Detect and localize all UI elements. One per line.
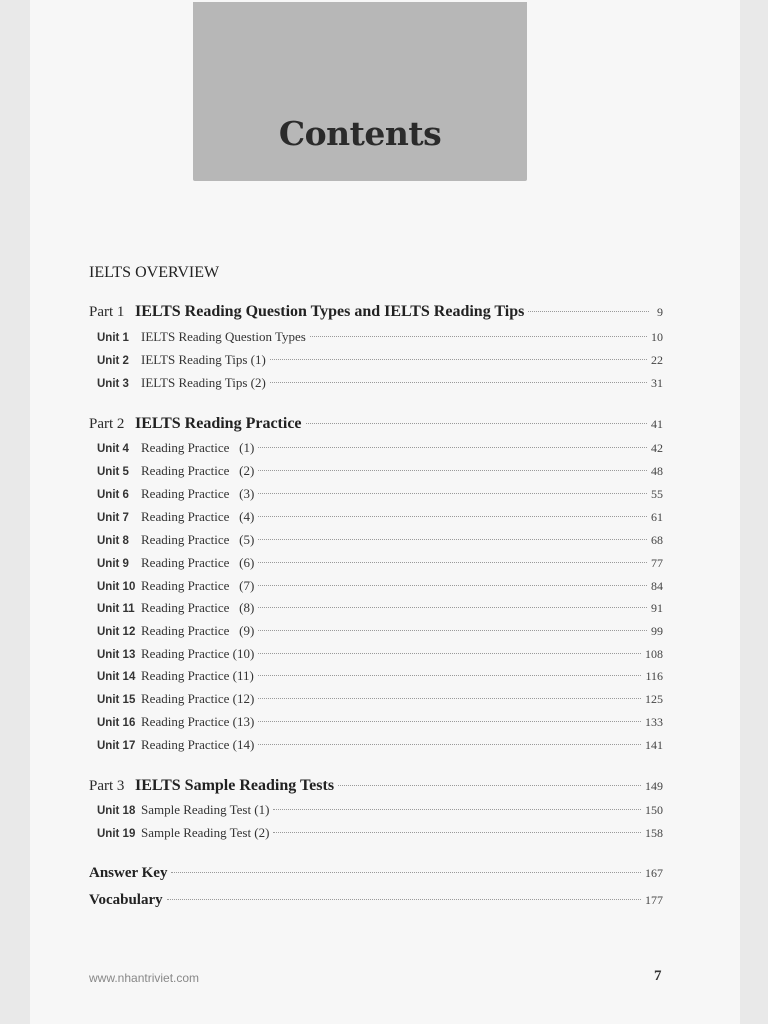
entry-title: Reading Practice (3) [141, 486, 255, 501]
dot-leader [258, 585, 647, 586]
unit-number: Unit 11 [97, 603, 135, 615]
toc-unit-row [89, 802, 663, 822]
page-number: 9 [657, 305, 663, 319]
page-number: 41 [651, 417, 663, 431]
unit-number: Unit 2 [97, 355, 129, 367]
entry-title: IELTS Reading Question Types [141, 329, 306, 344]
entry-title: IELTS Sample Reading Tests [135, 777, 335, 794]
page-number: 42 [651, 441, 663, 455]
toc-unit-row [89, 352, 663, 372]
toc-unit-row [89, 375, 663, 395]
entry-title: Reading Practice (14) [141, 737, 255, 752]
footer-url: www.nhantriviet.com [89, 971, 200, 985]
dot-leader [306, 423, 647, 424]
toc-unit-row [89, 646, 663, 666]
dot-leader [338, 785, 641, 786]
dot-leader [258, 516, 647, 517]
entry-title: Vocabulary [89, 892, 163, 908]
unit-number: Unit 15 [97, 694, 136, 706]
page-number: 91 [651, 601, 663, 615]
toc-unit-row [89, 509, 663, 529]
contents-header-box [193, 2, 527, 181]
entry-title: Reading Practice (7) [141, 578, 255, 593]
unit-number: Unit 16 [97, 717, 136, 729]
page-number: 108 [645, 647, 663, 661]
page-number: 22 [651, 353, 663, 367]
toc-unit-row [89, 329, 663, 349]
unit-number: Unit 1 [97, 332, 129, 344]
page-number: 61 [651, 510, 663, 524]
page-number: 84 [651, 579, 663, 593]
toc-part-row [89, 303, 663, 323]
unit-number: Unit 5 [97, 466, 129, 478]
dot-leader [258, 630, 647, 631]
dot-leader [258, 744, 641, 745]
toc-unit-row [89, 486, 663, 506]
unit-number: Unit 14 [97, 671, 136, 683]
page-number: 177 [645, 893, 663, 907]
dot-leader [258, 562, 647, 563]
page-number: 55 [651, 487, 663, 501]
page-number: 167 [645, 866, 663, 880]
page-title: Contents [278, 114, 442, 153]
dot-leader [270, 382, 647, 383]
page-number: 116 [645, 669, 663, 683]
toc-unit-row [89, 440, 663, 460]
page-number: 68 [651, 533, 663, 547]
unit-number: Unit 9 [97, 558, 129, 570]
unit-number: Unit 7 [97, 512, 129, 524]
dot-leader [171, 872, 641, 873]
toc-unit-row [89, 578, 663, 598]
dot-leader [270, 359, 647, 360]
unit-number: Unit 4 [97, 443, 129, 455]
footer-page-number: 7 [654, 968, 662, 984]
toc-section-row [89, 865, 663, 885]
page-number: 141 [645, 738, 663, 752]
page-number: 149 [645, 779, 663, 793]
page-number: 31 [651, 376, 663, 390]
entry-title: IELTS Reading Question Types and IELTS Reading Tips [135, 303, 525, 320]
toc-unit-row [89, 532, 663, 552]
page-number: 48 [651, 464, 663, 478]
dot-leader [258, 539, 647, 540]
entry-title: Reading Practice (8) [141, 600, 255, 615]
part-number: Part 1 [89, 304, 125, 320]
entry-title: Sample Reading Test (1) [141, 802, 270, 817]
overview-heading: IELTS OVERVIEW [89, 264, 220, 281]
dot-leader [273, 809, 641, 810]
unit-number: Unit 13 [97, 649, 136, 661]
unit-number: Unit 8 [97, 535, 129, 547]
dot-leader [258, 493, 647, 494]
entry-title: IELTS Reading Tips (1) [141, 352, 266, 367]
entry-title: Reading Practice (12) [141, 691, 255, 706]
unit-number: Unit 12 [97, 626, 136, 638]
page-number: 150 [645, 803, 663, 817]
entry-title: IELTS Reading Tips (2) [141, 375, 266, 390]
toc-part-row [89, 415, 663, 435]
entry-title: Answer Key [89, 865, 168, 881]
toc-unit-row [89, 825, 663, 845]
dot-leader [258, 698, 641, 699]
dot-leader [273, 832, 641, 833]
toc-unit-row [89, 555, 663, 575]
dot-leader [258, 675, 642, 676]
dot-leader [258, 721, 641, 722]
entry-title: Reading Practice (4) [141, 509, 255, 524]
page-number: 158 [645, 826, 663, 840]
page-number: 133 [645, 715, 663, 729]
dot-leader [528, 311, 649, 312]
toc-unit-row [89, 600, 663, 620]
entry-title: Reading Practice (13) [141, 714, 255, 729]
entry-title: Reading Practice (11) [141, 668, 254, 683]
entry-title: Reading Practice (10) [141, 646, 255, 661]
dot-leader [167, 899, 641, 900]
toc-section-row [89, 892, 663, 912]
toc-unit-row [89, 714, 663, 734]
entry-title: Reading Practice (9) [141, 623, 255, 638]
dot-leader [258, 607, 647, 608]
dot-leader [310, 336, 647, 337]
page-number: 10 [651, 330, 663, 344]
toc-unit-row [89, 463, 663, 483]
part-number: Part 3 [89, 778, 125, 794]
dot-leader [258, 447, 647, 448]
page-number: 99 [651, 624, 663, 638]
page-number: 125 [645, 692, 663, 706]
entry-title: Reading Practice (2) [141, 463, 255, 478]
part-number: Part 2 [89, 416, 125, 432]
unit-number: Unit 18 [97, 805, 136, 817]
entry-title: Reading Practice (5) [141, 532, 255, 547]
unit-number: Unit 17 [97, 740, 136, 752]
entry-title: Sample Reading Test (2) [141, 825, 270, 840]
unit-number: Unit 19 [97, 828, 136, 840]
dot-leader [258, 653, 641, 654]
page-number: 77 [651, 556, 663, 570]
entry-title: Reading Practice (6) [141, 555, 255, 570]
toc-unit-row [89, 623, 663, 643]
toc-unit-row [89, 737, 663, 757]
entry-title: IELTS Reading Practice [135, 415, 302, 432]
unit-number: Unit 6 [97, 489, 129, 501]
entry-title: Reading Practice (1) [141, 440, 255, 455]
toc-part-row [89, 777, 663, 797]
unit-number: Unit 3 [97, 378, 129, 390]
unit-number: Unit 10 [97, 581, 136, 593]
toc-unit-row [89, 691, 663, 711]
dot-leader [258, 470, 647, 471]
toc-unit-row [89, 668, 663, 688]
